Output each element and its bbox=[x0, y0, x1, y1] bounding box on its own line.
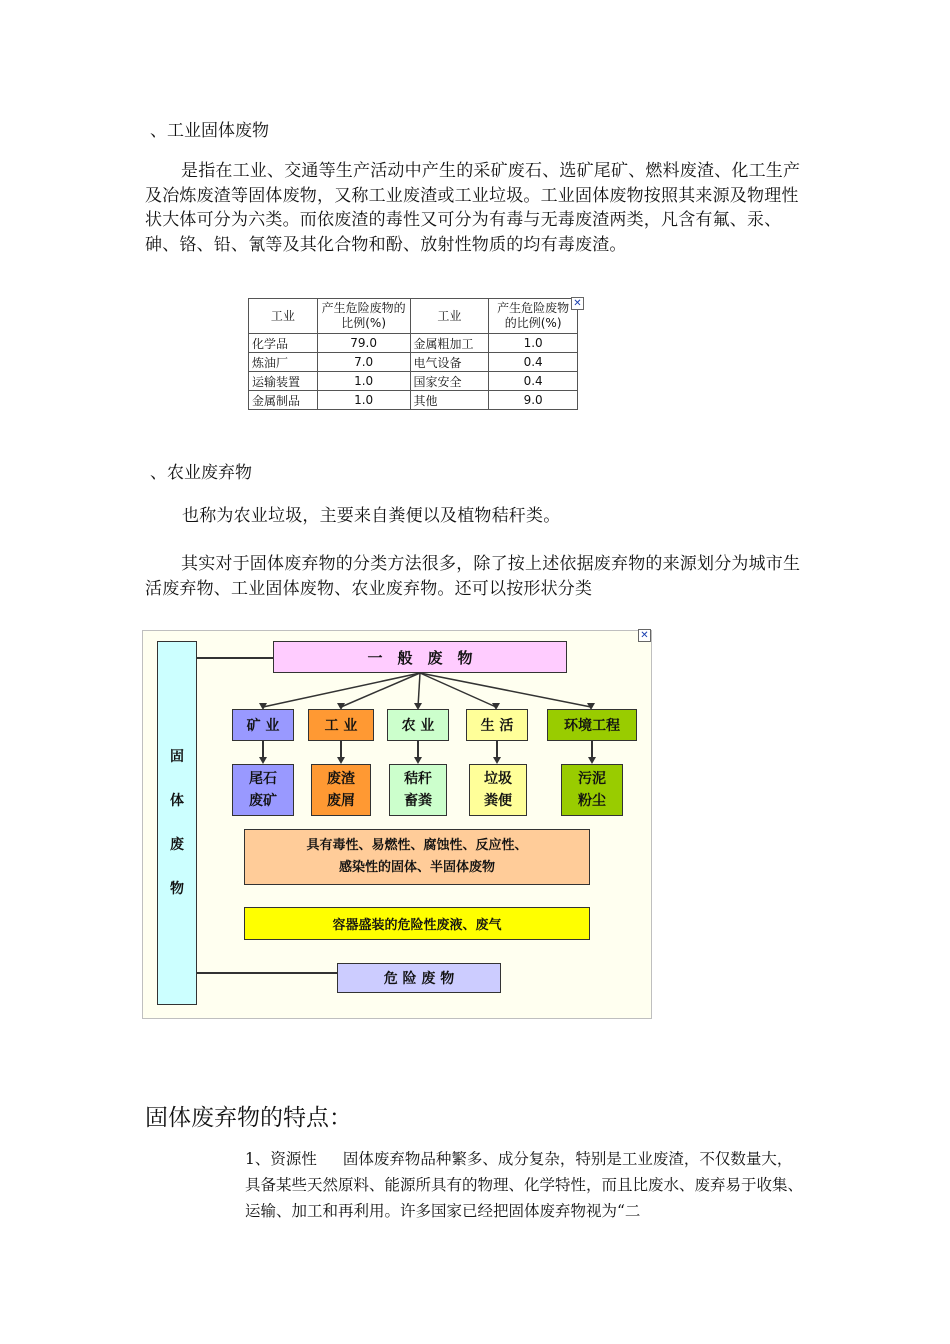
table-cell: 0.4 bbox=[489, 353, 578, 372]
table-cell: 79.0 bbox=[317, 334, 410, 353]
table-cell: 1.0 bbox=[317, 372, 410, 391]
category-agriculture: 农 业 bbox=[387, 709, 449, 741]
table-cell: 运输装置 bbox=[249, 372, 318, 391]
item-label: 粉尘 bbox=[578, 793, 606, 809]
side-char: 废 bbox=[170, 837, 184, 853]
arrow-head bbox=[588, 757, 596, 764]
item-life bbox=[469, 764, 527, 816]
industrial-waste-heading: 、工业固体废物 bbox=[150, 121, 269, 141]
hazard-characteristics-box bbox=[244, 829, 590, 885]
connector-line bbox=[197, 972, 337, 974]
table-cell: 9.0 bbox=[489, 391, 578, 410]
agri-waste-paragraph: 也称为农业垃圾，主要来自粪便以及植物秸秆类。 bbox=[182, 506, 561, 526]
category-industry: 工 业 bbox=[308, 709, 374, 741]
table-cell: 0.4 bbox=[489, 372, 578, 391]
waste-classification-diagram bbox=[142, 630, 652, 1019]
table-row bbox=[249, 391, 578, 410]
category-life: 生 活 bbox=[466, 709, 528, 741]
category-mining: 矿 业 bbox=[232, 709, 294, 741]
arrow-head bbox=[337, 757, 345, 764]
table-cell: 其他 bbox=[410, 391, 489, 410]
table-cell: 1.0 bbox=[317, 391, 410, 410]
item-industry bbox=[311, 764, 371, 816]
arrow-head bbox=[259, 757, 267, 764]
hazard-line: 感染性的固体、半固体废物 bbox=[338, 860, 495, 875]
broken-image-icon: ✕ bbox=[571, 297, 584, 310]
table-cell: 国家安全 bbox=[410, 372, 489, 391]
table-header: 产生危险废物的比例(%) bbox=[317, 299, 410, 334]
arrow-head bbox=[414, 757, 422, 764]
item-label: 废矿 bbox=[249, 793, 277, 809]
item-label: 尾石 bbox=[249, 771, 277, 787]
table-header: 产生危险废物的比例(%) bbox=[489, 299, 578, 334]
fanout-arrows bbox=[143, 631, 651, 721]
side-char: 物 bbox=[170, 881, 184, 897]
item-environment bbox=[561, 764, 623, 816]
table-cell: 化学品 bbox=[249, 334, 318, 353]
item-agriculture bbox=[389, 764, 447, 816]
features-title: 固体废弃物的特点： bbox=[145, 1105, 352, 1131]
features-item-label: 1、资源性 bbox=[245, 1150, 317, 1168]
side-char: 固 bbox=[170, 749, 184, 765]
broken-image-icon: ✕ bbox=[638, 629, 651, 642]
agri-waste-heading: 、农业废弃物 bbox=[150, 463, 252, 483]
table-cell: 7.0 bbox=[317, 353, 410, 372]
table-cell: 金属制品 bbox=[249, 391, 318, 410]
table-row bbox=[249, 353, 578, 372]
item-label: 畜粪 bbox=[404, 793, 432, 809]
table-header: 工业 bbox=[249, 299, 318, 334]
container-waste-box: 容器盛装的危险性废液、废气 bbox=[244, 907, 590, 940]
table-row bbox=[249, 334, 578, 353]
item-label: 垃圾 bbox=[484, 771, 512, 787]
item-label: 秸秆 bbox=[404, 771, 432, 787]
table-row bbox=[249, 372, 578, 391]
item-mining bbox=[232, 764, 294, 816]
table-cell: 1.0 bbox=[489, 334, 578, 353]
table-cell: 电气设备 bbox=[410, 353, 489, 372]
item-label: 废渣 bbox=[327, 771, 355, 787]
arrow-head bbox=[493, 757, 501, 764]
item-label: 污泥 bbox=[578, 771, 606, 787]
features-item-1 bbox=[245, 1146, 807, 1224]
general-waste-box: 一 般 废 物 bbox=[273, 641, 567, 673]
table-header: 工业 bbox=[410, 299, 489, 334]
hazardous-waste-box: 危 险 废 物 bbox=[337, 963, 501, 993]
hazard-ratio-table bbox=[248, 298, 578, 410]
classification-paragraph: 其实对于固体废弃物的分类方法很多，除了按上述依据废弃物的来源划分为城市生活废弃物、工业固体废物、农业废弃物。还可以按形状分类 bbox=[145, 554, 801, 599]
table-cell: 金属粗加工 bbox=[410, 334, 489, 353]
table-cell: 炼油厂 bbox=[249, 353, 318, 372]
features-item-text: 固体废弃物品种繁多、成分复杂，特别是工业废渣，不仅数量大，具备某些天然原料、能源所具有的物理、化学特性，而且比废水、废弃易于收集、运输、加工和再利用。许多国家已经把固体废弃物视为“二 bbox=[245, 1150, 804, 1220]
category-environment: 环境工程 bbox=[547, 709, 637, 741]
side-char: 体 bbox=[170, 793, 184, 809]
hazard-line: 具有毒性、易燃性、腐蚀性、反应性、 bbox=[306, 838, 528, 853]
industrial-waste-paragraph: 是指在工业、交通等生产活动中产生的采矿废石、选矿尾矿、燃料废渣、化工生产及冶炼废渣等固体废物，又称工业废渣或工业垃圾。工业固体废物按照其来源及物理性状大体可分为六类。而依废渣的毒性又可分为有毒与无毒废渣两类，凡含有氟、汞、砷、铬、铅、氰等及其化合物和酚、放射性物质的均有毒废渣。 bbox=[145, 161, 801, 255]
item-label: 废屑 bbox=[327, 793, 355, 809]
item-label: 粪便 bbox=[484, 793, 512, 809]
